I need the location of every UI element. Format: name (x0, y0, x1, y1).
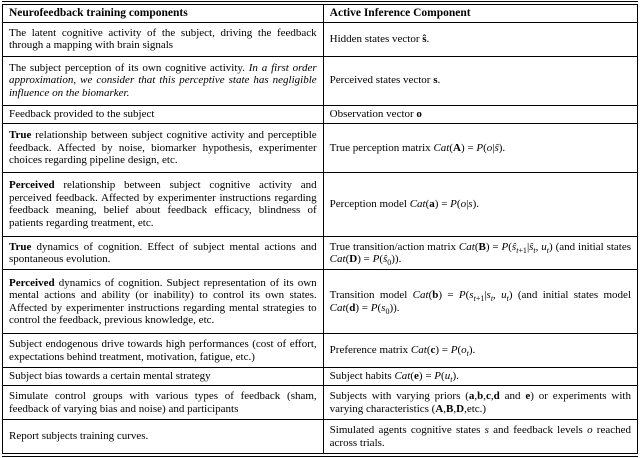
neurofeedback-component-cell: The latent cognitive activity of the subject, driving the feedback through a mapping with brain signals (3, 23, 324, 57)
table-head (3, 5, 638, 23)
neurofeedback-component-cell: Subject bias towards a certain mental strategy (3, 367, 324, 386)
active-inference-component-cell: Transition model $Cat(b) = P(s_{t+1}|s_t$, $u_t$) (and initial states model $Cat(d) = P(s_0)$). (323, 270, 637, 334)
active-inference-component-cell: Perceived states vector s. (323, 56, 637, 105)
table-header-row (3, 5, 638, 23)
table-row (3, 105, 638, 124)
table-row (3, 124, 638, 173)
neurofeedback-component-cell: Feedback provided to the subject (3, 105, 324, 124)
active-inference-component-cell: Preference matrix $Cat(c) = P(o_t)$. (323, 334, 637, 368)
active-inference-component-cell: Observation vector o (323, 105, 637, 124)
table-row (3, 56, 638, 105)
table-body (3, 23, 638, 454)
neurofeedback-component-cell: The subject perception of its own cognitive activity. In a first order approximation, we consider that this perceptive state has negligible influence on the biomarker. (3, 56, 324, 105)
neurofeedback-component-cell: Subject endogenous drive towards high performances (cost of effort, expectations behind treatment, motivation, fatigue, etc.) (3, 334, 324, 368)
active-inference-component-cell: Subjects with varying priors (a,b,c,d and e) or experiments with varying characteristics (A,B,D,etc.) (323, 386, 637, 420)
table-row (3, 23, 638, 57)
active-inference-component-cell: Perception model Cat(a) = P(o|s). (323, 172, 637, 236)
table-row (3, 420, 638, 454)
active-inference-component-cell: Hidden states vector ŝ. (323, 23, 637, 57)
table-row (3, 270, 638, 334)
column-header-neurofeedback: Neurofeedback training components (3, 5, 324, 23)
mapping-table (2, 4, 638, 454)
neurofeedback-component-cell: True dynamics of cognition. Effect of subject mental actions and spontaneous evolution. (3, 236, 324, 270)
active-inference-component-cell: True perception matrix Cat(A) = P(o|ŝ). (323, 124, 637, 173)
neurofeedback-component-cell: True relationship between subject cognitive activity and perceptible feedback. Affected by noise, biomarker hypothesis, experimenter choices regarding pipeline design, etc. (3, 124, 324, 173)
column-header-active-inference: Active Inference Component (323, 5, 637, 23)
active-inference-component-cell: True transition/action matrix $Cat(B) = P(ŝ_{t+1}|ŝ_t$, $u_t$) (and initial states $Cat(D) = P(ŝ_0)$). (323, 236, 637, 270)
active-inference-component-cell: Simulated agents cognitive states s and feedback levels o reached across trials. (323, 420, 637, 454)
neurofeedback-component-cell: Simulate control groups with various types of feedback (sham, feedback of varying bias and noise) and participants (3, 386, 324, 420)
active-inference-component-cell: Subject habits $Cat(e) = P(u_t)$. (323, 367, 637, 386)
neurofeedback-component-cell: Report subjects training curves. (3, 420, 324, 454)
table-row (3, 386, 638, 420)
table-row (3, 172, 638, 236)
neurofeedback-component-cell: Perceived relationship between subject cognitive activity and perceived feedback. Affected by experimenter instructions regarding feedback meaning, belief about feedback efficacy, blindness of patients regarding treatment, etc. (3, 172, 324, 236)
table-row (3, 367, 638, 386)
table-row (3, 334, 638, 368)
table-outer-rule (2, 1, 638, 457)
neurofeedback-component-cell: Perceived dynamics of cognition. Subject representation of its own mental actions and ability (or inability) to control its own states. Affected by experimenter instructions regarding mental strategies to control the feedback, previous knowledge, etc. (3, 270, 324, 334)
table-row (3, 236, 638, 270)
